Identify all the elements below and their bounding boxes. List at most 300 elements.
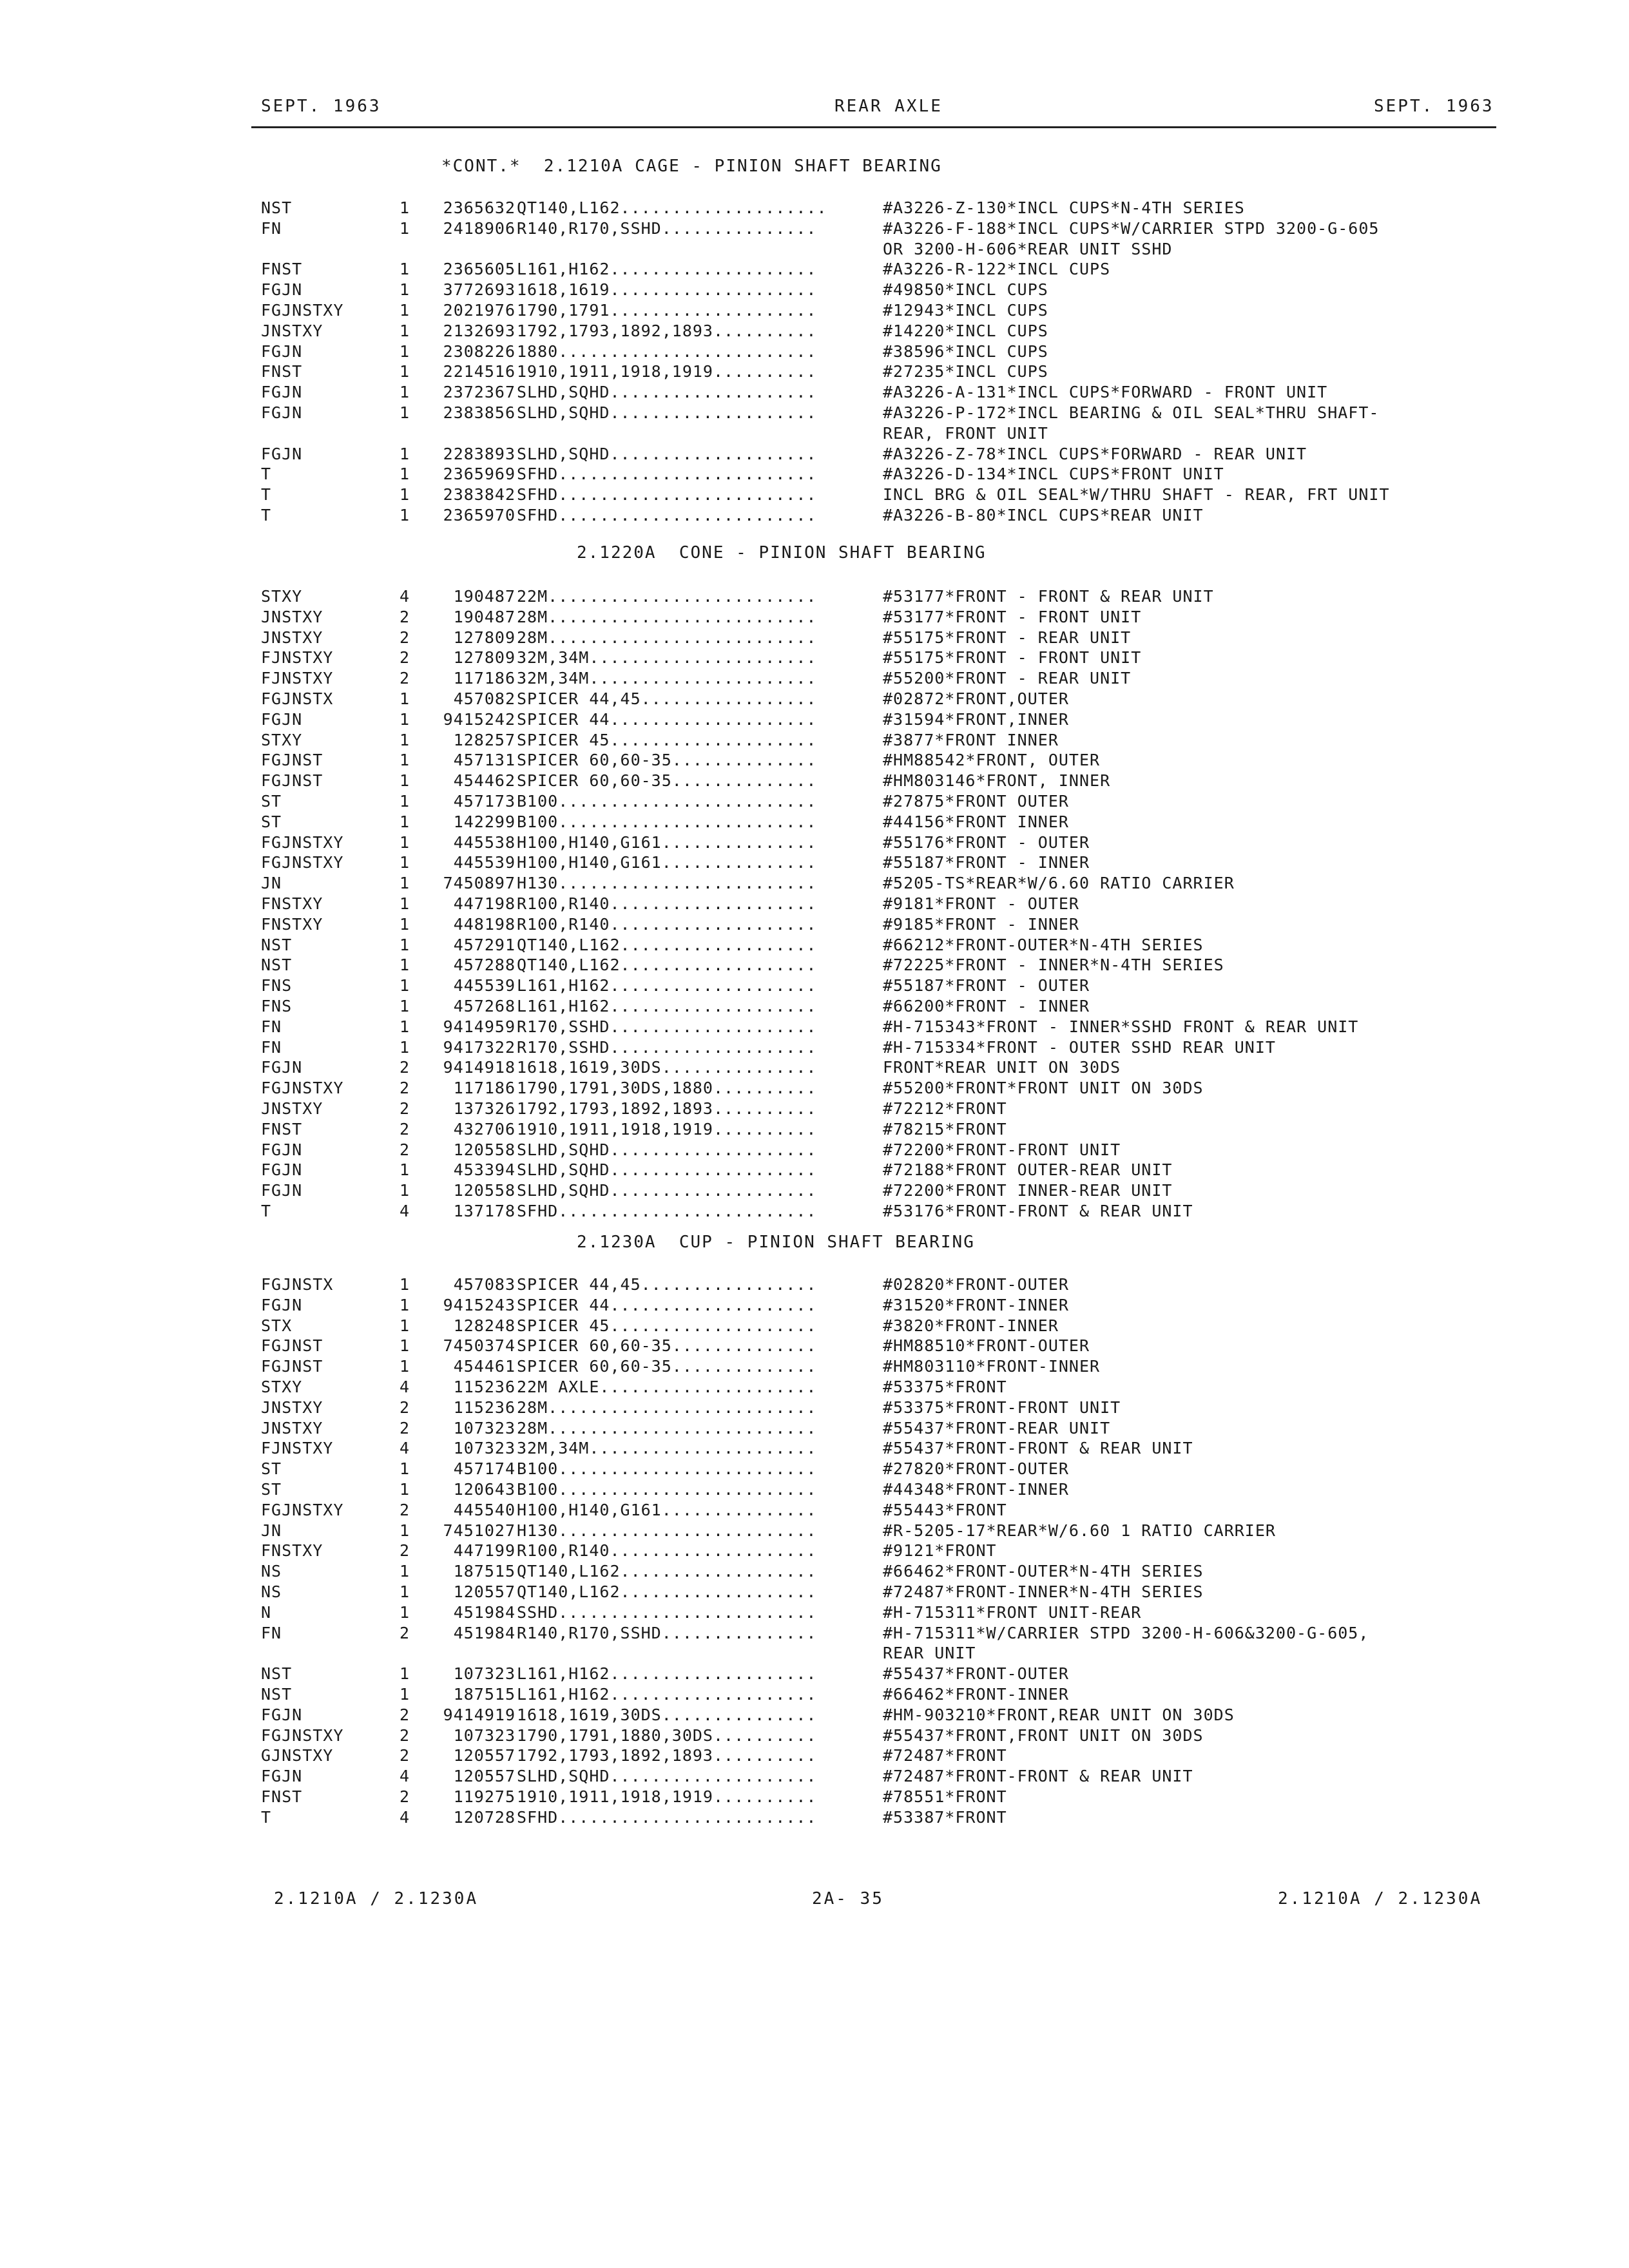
part-number: 120557 — [453, 1582, 516, 1601]
parts-row — [0, 1119, 1629, 1140]
remarks: #02872*FRONT,OUTER — [883, 689, 1069, 708]
application: B100......................... — [517, 792, 817, 811]
quantity: 1 — [399, 709, 410, 729]
part-number: 457291 — [453, 935, 516, 954]
application: QT140,L162.................... — [517, 198, 827, 217]
model-code: JN — [261, 874, 282, 893]
quantity: 1 — [399, 1562, 410, 1581]
parts-row — [0, 1201, 1629, 1222]
remarks: #55176*FRONT - OUTER — [883, 832, 1090, 852]
application: R140,R170,SSHD............... — [517, 218, 817, 238]
model-code: FGJN — [261, 403, 303, 422]
section-title-text: 2.1230A CUP - PINION SHAFT BEARING — [577, 1233, 975, 1252]
parts-row — [0, 955, 1629, 975]
part-number: 117186 — [453, 1079, 516, 1098]
remarks: #53387*FRONT — [883, 1807, 1007, 1827]
parts-row — [0, 1541, 1629, 1561]
part-number: 457131 — [453, 751, 516, 770]
remarks: #55437*FRONT,FRONT UNIT ON 30DS — [883, 1725, 1204, 1745]
parts-row — [0, 894, 1629, 914]
quantity: 1 — [399, 485, 410, 505]
model-code: FGJNST — [261, 771, 323, 791]
part-number: 9414918 — [443, 1058, 516, 1077]
part-number: 2383842 — [443, 485, 516, 505]
model-code: T — [261, 1202, 272, 1220]
model-code: STX — [261, 1316, 293, 1335]
part-number: 3772693 — [443, 280, 516, 300]
application: 1618,1619,30DS............... — [517, 1705, 817, 1724]
remarks: #66462*FRONT-INNER — [883, 1685, 1069, 1704]
remarks: #44156*FRONT INNER — [883, 812, 1069, 831]
part-number: 2372367 — [443, 383, 516, 402]
application: L161,H162.................... — [517, 976, 817, 995]
model-code: FNSTXY — [261, 1541, 323, 1561]
remarks: #72200*FRONT-FRONT UNIT — [883, 1140, 1121, 1159]
model-code: NST — [261, 1664, 293, 1684]
quantity: 4 — [399, 1378, 410, 1396]
remarks: #A3226-R-122*INCL CUPS — [883, 260, 1111, 279]
model-code: FN — [261, 218, 282, 238]
part-number: 120558 — [453, 1181, 516, 1200]
model-code: FN — [261, 1037, 282, 1057]
model-code: FGJN — [261, 709, 303, 729]
parts-row — [0, 935, 1629, 956]
model-code: NS — [261, 1582, 282, 1601]
parts-row — [0, 1725, 1629, 1746]
part-number: 7450897 — [443, 874, 516, 893]
model-code: NST — [261, 935, 293, 954]
model-code: FGJNSTXY — [261, 1500, 344, 1519]
footer-right-ref: 2.1210A / 2.1230A — [1278, 1889, 1483, 1908]
application: B100......................... — [517, 812, 817, 831]
application: L161,H162.................... — [517, 1664, 817, 1684]
remarks: #55175*FRONT - FRONT UNIT — [883, 648, 1142, 668]
parts-row — [0, 1398, 1629, 1418]
quantity: 1 — [399, 1275, 410, 1294]
parts-row — [0, 464, 1629, 485]
application: SPICER 44,45................. — [517, 689, 817, 708]
quantity: 1 — [399, 506, 410, 524]
part-number: 187515 — [453, 1562, 516, 1581]
remarks: #31594*FRONT,INNER — [883, 709, 1069, 729]
model-code: JNSTXY — [261, 1418, 323, 1437]
part-number: 107323 — [453, 1664, 516, 1684]
remarks: #53176*FRONT-FRONT & REAR UNIT — [883, 1202, 1193, 1220]
quantity: 2 — [399, 1119, 410, 1139]
part-number: 457268 — [453, 997, 516, 1015]
application: L161,H162.................... — [517, 1685, 817, 1704]
part-number: 137326 — [453, 1099, 516, 1118]
model-code: FGJN — [261, 1058, 303, 1077]
remarks: #72188*FRONT OUTER-REAR UNIT — [883, 1160, 1173, 1180]
application: 1792,1793,1892,1893.......... — [517, 321, 817, 340]
part-number: 445538 — [453, 832, 516, 852]
model-code: FGJN — [261, 1140, 303, 1159]
remarks: INCL BRG & OIL SEAL*W/THRU SHAFT - REAR, FRT UNIT — [883, 485, 1390, 505]
section-title-text: *CONT.* 2.1210A CAGE - PINION SHAFT BEARING — [441, 157, 942, 176]
application: R170,SSHD.................... — [517, 1017, 817, 1036]
remarks: #HM803146*FRONT, INNER — [883, 771, 1111, 791]
remarks: #72225*FRONT - INNER*N-4TH SERIES — [883, 956, 1224, 975]
part-number: 9414919 — [443, 1705, 516, 1724]
part-number: 445540 — [453, 1500, 516, 1519]
application: H100,H140,G161............... — [517, 1500, 817, 1519]
part-number: 9415242 — [443, 709, 516, 729]
application: SLHD,SQHD.................... — [517, 1160, 817, 1180]
remarks: #5205-TS*REAR*W/6.60 RATIO CARRIER — [883, 874, 1235, 893]
remarks: FRONT*REAR UNIT ON 30DS — [883, 1058, 1121, 1077]
model-code: FNS — [261, 976, 293, 995]
quantity: 2 — [399, 628, 410, 647]
quantity: 4 — [399, 1767, 410, 1786]
part-number: 447198 — [453, 894, 516, 913]
part-number: 9417322 — [443, 1037, 516, 1057]
application: 28M.......................... — [517, 607, 817, 626]
quantity: 1 — [399, 341, 410, 361]
remarks: #72487*FRONT — [883, 1746, 1007, 1765]
parts-row — [0, 1521, 1629, 1541]
remarks: #55175*FRONT - REAR UNIT — [883, 628, 1132, 647]
part-number: 454461 — [453, 1357, 516, 1376]
application: SPICER 60,60-35.............. — [517, 751, 817, 770]
model-code: T — [261, 1807, 272, 1827]
parts-row — [0, 1582, 1629, 1602]
model-code: FNSTXY — [261, 914, 323, 934]
application: SPICER 45.................... — [517, 730, 817, 749]
remarks: #A3226-D-134*INCL CUPS*FRONT UNIT — [883, 465, 1224, 484]
part-number: 127809 — [453, 648, 516, 668]
remarks: #3877*FRONT INNER — [883, 730, 1059, 749]
application: 28M.......................... — [517, 1418, 817, 1437]
model-code: STXY — [261, 730, 303, 749]
model-code: FJNSTXY — [261, 648, 334, 668]
application: 1790,1791.................... — [517, 301, 817, 320]
model-code: FGJNSTX — [261, 689, 334, 708]
parts-row — [0, 403, 1629, 423]
parts-row — [0, 832, 1629, 853]
part-number: 128257 — [453, 730, 516, 749]
model-code: FGJN — [261, 1705, 303, 1724]
parts-row — [0, 1180, 1629, 1201]
model-code: JNSTXY — [261, 607, 323, 626]
application: SFHD......................... — [517, 1807, 817, 1827]
application: SLHD,SQHD.................... — [517, 403, 817, 422]
parts-row — [0, 300, 1629, 321]
application: 1792,1793,1892,1893.......... — [517, 1099, 817, 1118]
part-number: 115236 — [453, 1398, 516, 1417]
application: R100,R140.................... — [517, 914, 817, 934]
header-rule — [251, 126, 1496, 128]
quantity: 1 — [399, 1602, 410, 1622]
part-number: 457288 — [453, 956, 516, 975]
quantity: 1 — [399, 403, 410, 422]
application: 32M,34M...................... — [517, 669, 817, 688]
parts-row — [0, 1336, 1629, 1356]
application: SPICER 60,60-35.............. — [517, 1357, 817, 1376]
remarks: #H-715311*FRONT UNIT-REAR — [883, 1602, 1142, 1622]
model-code: FGJN — [261, 280, 303, 300]
parts-row — [0, 791, 1629, 812]
application: 22M.......................... — [517, 587, 817, 606]
parts-row — [0, 996, 1629, 1017]
remarks: #55437*FRONT-OUTER — [883, 1664, 1069, 1684]
application: SFHD......................... — [517, 506, 817, 524]
parts-row — [0, 1438, 1629, 1459]
application: R100,R140.................... — [517, 894, 817, 913]
quantity: 1 — [399, 751, 410, 770]
quantity: 4 — [399, 1807, 410, 1827]
model-code: ST — [261, 812, 282, 831]
quantity: 1 — [399, 321, 410, 340]
application: SPICER 60,60-35.............. — [517, 1336, 817, 1356]
parts-row — [0, 1057, 1629, 1078]
remarks: #A3226-P-172*INCL BEARING & OIL SEAL*THRU SHAFT- — [883, 403, 1380, 422]
remarks: #66462*FRONT-OUTER*N-4TH SERIES — [883, 1562, 1204, 1581]
section-title-text: 2.1220A CONE - PINION SHAFT BEARING — [577, 543, 987, 562]
parts-row — [0, 771, 1629, 791]
remarks: #A3226-Z-130*INCL CUPS*N-4TH SERIES — [883, 198, 1245, 217]
parts-row — [0, 1140, 1629, 1160]
part-number: 115236 — [453, 1378, 516, 1396]
model-code: FNSTXY — [261, 894, 323, 913]
quantity: 1 — [399, 1160, 410, 1180]
part-number: 457173 — [453, 792, 516, 811]
footer-page-number: 2A- 35 — [812, 1889, 884, 1908]
parts-row — [0, 280, 1629, 300]
application: H100,H140,G161............... — [517, 853, 817, 872]
application: 1618,1619.................... — [517, 280, 817, 300]
remarks-continuation: REAR, FRONT UNIT — [883, 423, 1048, 443]
quantity: 2 — [399, 1140, 410, 1159]
part-number: 445539 — [453, 976, 516, 995]
part-number: 2383856 — [443, 403, 516, 422]
remarks: #12943*INCL CUPS — [883, 301, 1048, 320]
footer-left-ref: 2.1210A / 2.1230A — [274, 1889, 479, 1908]
model-code: FGJNSTXY — [261, 853, 344, 872]
quantity: 1 — [399, 280, 410, 300]
model-code: FNST — [261, 362, 303, 381]
remarks: #72487*FRONT-INNER*N-4TH SERIES — [883, 1582, 1204, 1601]
part-number: 2283893 — [443, 444, 516, 463]
parts-row — [0, 321, 1629, 341]
remarks: #44348*FRONT-INNER — [883, 1480, 1069, 1499]
part-number: 451984 — [453, 1602, 516, 1622]
remarks: #31520*FRONT-INNER — [883, 1295, 1069, 1314]
parts-row — [0, 1602, 1629, 1623]
quantity: 1 — [399, 730, 410, 749]
model-code: T — [261, 506, 272, 524]
model-code: T — [261, 485, 272, 505]
remarks: #55200*FRONT*FRONT UNIT ON 30DS — [883, 1079, 1204, 1098]
model-code: NST — [261, 198, 293, 217]
quantity: 1 — [399, 792, 410, 811]
application: H100,H140,G161............... — [517, 832, 817, 852]
remarks: #14220*INCL CUPS — [883, 321, 1048, 340]
parts-row — [0, 259, 1629, 280]
parts-row — [0, 709, 1629, 730]
application: SFHD......................... — [517, 485, 817, 505]
model-code: JNSTXY — [261, 1398, 323, 1417]
parts-row — [0, 1561, 1629, 1582]
quantity: 1 — [399, 1685, 410, 1704]
application: 1910,1911,1918,1919.......... — [517, 362, 817, 381]
model-code: STXY — [261, 1378, 303, 1396]
remarks: #66212*FRONT-OUTER*N-4TH SERIES — [883, 935, 1204, 954]
parts-row — [0, 1664, 1629, 1684]
remarks: #HM88510*FRONT-OUTER — [883, 1336, 1090, 1356]
parts-row — [0, 1037, 1629, 1058]
model-code: FNST — [261, 260, 303, 279]
quantity: 2 — [399, 1099, 410, 1118]
model-code: FGJN — [261, 1160, 303, 1180]
model-code: FGJNSTXY — [261, 1725, 344, 1745]
quantity: 1 — [399, 1582, 410, 1601]
remarks: #55437*FRONT-REAR UNIT — [883, 1418, 1111, 1437]
model-code: FNS — [261, 997, 293, 1015]
remarks-continuation: OR 3200-H-606*REAR UNIT SSHD — [883, 239, 1173, 258]
application: 22M AXLE..................... — [517, 1378, 817, 1396]
remarks-continuation: REAR UNIT — [883, 1644, 976, 1663]
part-number: 127809 — [453, 628, 516, 647]
application: QT140,L162................... — [517, 935, 817, 954]
part-number: 2365970 — [443, 506, 516, 524]
parts-row — [0, 198, 1629, 218]
quantity: 1 — [399, 997, 410, 1015]
part-number: 107323 — [453, 1439, 516, 1458]
part-number: 120558 — [453, 1140, 516, 1159]
model-code: FGJN — [261, 1295, 303, 1314]
quantity: 1 — [399, 1295, 410, 1314]
part-number: 120728 — [453, 1807, 516, 1827]
parts-row — [0, 1479, 1629, 1500]
parts-row — [0, 485, 1629, 505]
remarks: #72212*FRONT — [883, 1099, 1007, 1118]
parts-row — [0, 1745, 1629, 1766]
model-code: FGJN — [261, 1181, 303, 1200]
part-number: 7450374 — [443, 1336, 516, 1356]
part-number: 119275 — [453, 1787, 516, 1806]
application: SLHD,SQHD.................... — [517, 1767, 817, 1786]
remarks: #27875*FRONT OUTER — [883, 792, 1069, 811]
remarks: #55443*FRONT — [883, 1500, 1007, 1519]
parts-row — [0, 341, 1629, 362]
part-number: 2418906 — [443, 218, 516, 238]
model-code: FGJNST — [261, 751, 323, 770]
model-code: N — [261, 1602, 272, 1622]
part-number: 451984 — [453, 1623, 516, 1642]
quantity: 2 — [399, 1623, 410, 1642]
quantity: 1 — [399, 689, 410, 708]
quantity: 1 — [399, 218, 410, 238]
part-number: 2308226 — [443, 341, 516, 361]
model-code: FJNSTXY — [261, 669, 334, 688]
part-number: 142299 — [453, 812, 516, 831]
quantity: 2 — [399, 648, 410, 668]
remarks: #9121*FRONT — [883, 1541, 997, 1561]
model-code: ST — [261, 792, 282, 811]
remarks: #A3226-B-80*INCL CUPS*REAR UNIT — [883, 506, 1204, 524]
remarks: #55437*FRONT-FRONT & REAR UNIT — [883, 1439, 1193, 1458]
model-code: FGJNSTXY — [261, 832, 344, 852]
remarks: #9181*FRONT - OUTER — [883, 894, 1079, 913]
application: SFHD......................... — [517, 465, 817, 484]
application: 32M,34M...................... — [517, 648, 817, 668]
part-number: 190487 — [453, 607, 516, 626]
application: SLHD,SQHD.................... — [517, 444, 817, 463]
quantity: 2 — [399, 1500, 410, 1519]
remarks: #38596*INCL CUPS — [883, 341, 1048, 361]
quantity: 2 — [399, 1541, 410, 1561]
quantity: 1 — [399, 444, 410, 463]
remarks: #72200*FRONT INNER-REAR UNIT — [883, 1181, 1173, 1200]
application: SPICER 60,60-35.............. — [517, 771, 817, 791]
quantity: 1 — [399, 832, 410, 852]
quantity: 2 — [399, 669, 410, 688]
part-number: 120557 — [453, 1767, 516, 1786]
part-number: 2214516 — [443, 362, 516, 381]
quantity: 2 — [399, 1418, 410, 1437]
quantity: 1 — [399, 914, 410, 934]
remarks: #9185*FRONT - INNER — [883, 914, 1079, 934]
quantity: 1 — [399, 1336, 410, 1356]
remarks: #55187*FRONT - OUTER — [883, 976, 1090, 995]
parts-row — [0, 1356, 1629, 1377]
quantity: 1 — [399, 1664, 410, 1684]
part-number: 2132693 — [443, 321, 516, 340]
application: QT140,L162................... — [517, 1562, 817, 1581]
parts-row — [0, 1500, 1629, 1521]
part-number: 453394 — [453, 1160, 516, 1180]
part-number: 120643 — [453, 1480, 516, 1499]
part-number: 2365969 — [443, 465, 516, 484]
remarks: #53375*FRONT-FRONT UNIT — [883, 1398, 1121, 1417]
header-title: REAR AXLE — [834, 97, 943, 116]
parts-row — [0, 505, 1629, 526]
header-date-left: SEPT. 1963 — [261, 97, 381, 116]
application: 32M,34M...................... — [517, 1439, 817, 1458]
quantity: 2 — [399, 1398, 410, 1417]
application: 28M.......................... — [517, 1398, 817, 1417]
quantity: 2 — [399, 1787, 410, 1806]
part-number: 447199 — [453, 1541, 516, 1561]
quantity: 1 — [399, 976, 410, 995]
remarks: #A3226-A-131*INCL CUPS*FORWARD - FRONT UNIT — [883, 383, 1328, 402]
parts-row — [0, 218, 1629, 239]
remarks: #H-715334*FRONT - OUTER SSHD REAR UNIT — [883, 1037, 1276, 1057]
parts-row — [0, 628, 1629, 648]
parts-row — [0, 1017, 1629, 1037]
remarks: #55200*FRONT - REAR UNIT — [883, 669, 1132, 688]
quantity: 1 — [399, 771, 410, 791]
parts-row — [0, 668, 1629, 689]
quantity: 4 — [399, 1439, 410, 1458]
part-number: 9414959 — [443, 1017, 516, 1036]
quantity: 2 — [399, 1058, 410, 1077]
parts-row — [0, 689, 1629, 709]
parts-row — [0, 975, 1629, 996]
application: 1618,1619,30DS............... — [517, 1058, 817, 1077]
quantity: 1 — [399, 301, 410, 320]
parts-row — [0, 873, 1629, 894]
remarks: #27235*INCL CUPS — [883, 362, 1048, 381]
application: L161,H162.................... — [517, 260, 817, 279]
part-number: 128248 — [453, 1316, 516, 1335]
quantity: 1 — [399, 198, 410, 217]
remarks: #78551*FRONT — [883, 1787, 1007, 1806]
parts-row — [0, 1459, 1629, 1479]
application: 28M.......................... — [517, 628, 817, 647]
part-number: 107323 — [453, 1725, 516, 1745]
